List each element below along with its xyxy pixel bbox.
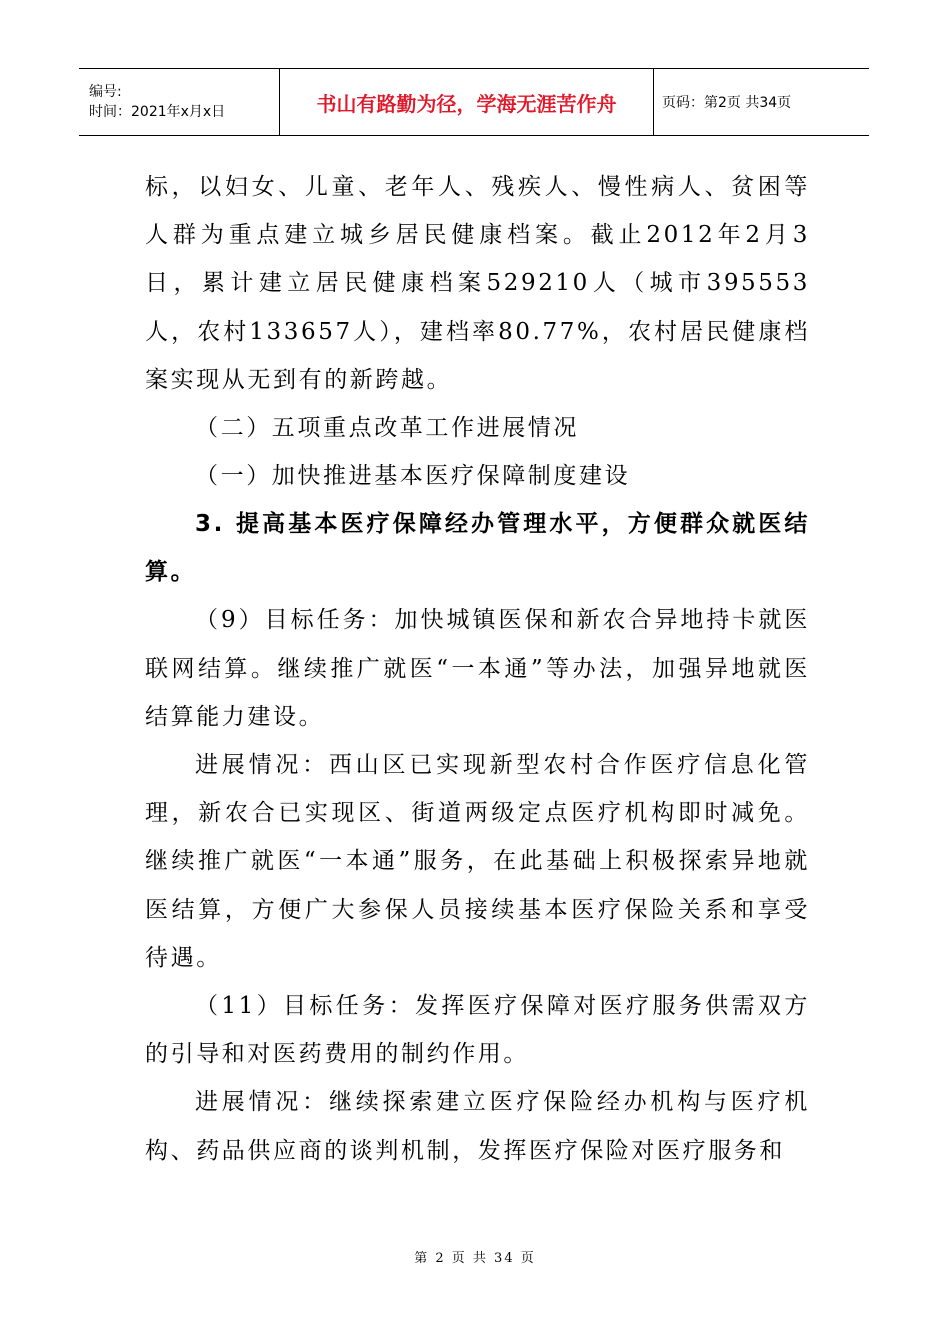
paragraph-target-9: （9）目标任务：加快城镇医保和新农合异地持卡就医联网结算。继续推广就医“一本通”等办法，加强异地就医结算能力建设。 — [145, 607, 810, 730]
page-footer — [0, 1247, 950, 1266]
document-body — [145, 163, 810, 1175]
paragraph-progress-11: 进展情况：继续探索建立医疗保险经办机构与医疗机构、药品供应商的谈判机制，发挥医疗保险对医疗服务和 — [145, 1089, 810, 1164]
footer-page-number: 第 2 页 共 34 页 — [414, 1251, 536, 1266]
paragraph-health-records: 标，以妇女、儿童、老年人、残疾人、慢性病人、贫困等人群为重点建立城乡居民健康档案。截止2012年2月3日，累计建立居民健康档案529210人（城市395553人，农村133657人），建档率80.77%，农村居民健康档案实现从无到有的新跨越。 — [145, 174, 810, 393]
header-meta — [79, 69, 280, 135]
page-info-text: 页码：第2页 共34页 — [662, 95, 792, 111]
paragraph-progress-9: 进展情况：西山区已实现新型农村合作医疗信息化管理，新农合已实现区、街道两级定点医疗机构即时减免。继续推广就医“一本通”服务，在此基础上积极探索异地就医结算，方便广大参保人员接续基本医疗保险关系和享受待遇。 — [145, 752, 810, 971]
date-label: 时间：2021年x月x日 — [89, 104, 226, 120]
motto-text: 书山有路勤为径，学海无涯苦作舟 — [316, 91, 617, 116]
header-motto — [280, 69, 654, 135]
section-heading-two: （二）五项重点改革工作进展情况 — [195, 415, 579, 442]
page-header — [79, 68, 869, 136]
paragraph-target-11: （11）目标任务：发挥医疗保障对医疗服务供需双方的引导和对医药费用的制约作用。 — [145, 993, 810, 1068]
serial-label: 编号: — [89, 84, 122, 100]
subsection-heading-3: 3. 提高基本医疗保障经办管理水平，方便群众就医结算。 — [145, 511, 810, 586]
section-heading-one: （一）加快推进基本医疗保障制度建设 — [195, 463, 631, 490]
header-page-info — [654, 69, 869, 135]
